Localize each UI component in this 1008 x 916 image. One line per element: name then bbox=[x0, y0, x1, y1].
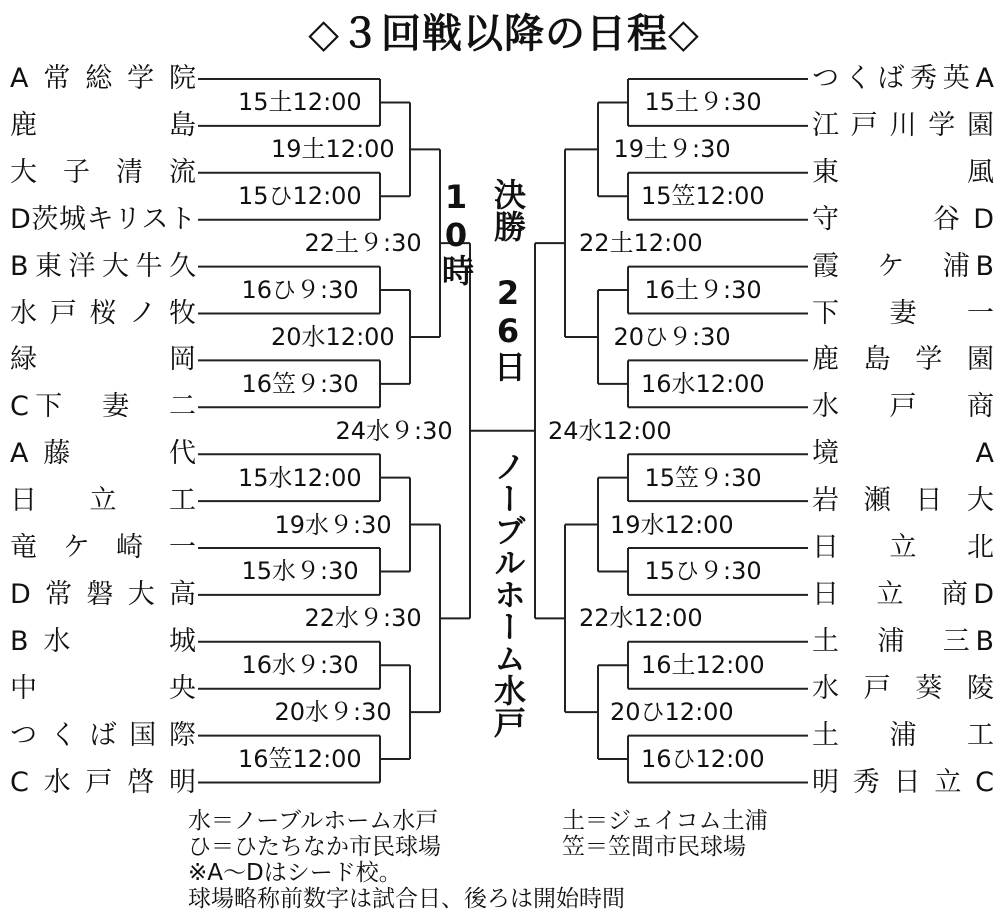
right-team-3: 東 風 bbox=[812, 156, 994, 188]
left-r3-label-1: 15土12:00 bbox=[238, 88, 362, 117]
left-team-3: 大子清流 bbox=[10, 156, 196, 188]
left-r3-label-6: 15水９:30 bbox=[241, 557, 359, 586]
right-r3-label-2: 15笠12:00 bbox=[641, 182, 765, 211]
left-sf-label: 24水９:30 bbox=[335, 416, 453, 445]
left-team-1: A常総学院 bbox=[10, 63, 196, 94]
left-team-10: 日 立 工 bbox=[10, 485, 196, 517]
right-r3-label-6: 15ひ９:30 bbox=[644, 557, 762, 586]
left-team-12: D常磐大高 bbox=[10, 578, 196, 610]
left-team-2: 鹿 島 bbox=[10, 109, 196, 141]
final-label: 決勝 26日10時 bbox=[478, 178, 534, 408]
right-team-12: 日 立 商D bbox=[812, 578, 994, 610]
right-r4-label-3: 19水12:00 bbox=[610, 510, 734, 539]
right-team-1: つくば秀英A bbox=[812, 63, 994, 94]
right-r3-label-5: 15笠９:30 bbox=[644, 463, 762, 492]
left-r4-label-2: 20水12:00 bbox=[271, 322, 395, 351]
left-r3-label-2: 15ひ12:00 bbox=[238, 182, 362, 211]
right-r3-label-3: 16土９:30 bbox=[644, 276, 762, 305]
left-team-16: C水戸啓明 bbox=[10, 766, 196, 798]
right-r4-label-1: 19土９:30 bbox=[613, 135, 731, 164]
right-team-9: 境 A bbox=[812, 438, 994, 470]
right-team-7: 鹿島学園 bbox=[812, 344, 994, 376]
left-team-9: A藤 代 bbox=[10, 438, 196, 470]
left-team-6: 水戸桜ノ牧 bbox=[10, 297, 196, 329]
right-r3-label-7: 16土12:00 bbox=[641, 651, 765, 680]
right-team-10: 岩瀬日大 bbox=[812, 485, 994, 517]
legend-mito: 水＝ノーブルホーム水戸 bbox=[188, 808, 439, 834]
right-r4-label-4: 20ひ12:00 bbox=[610, 698, 734, 727]
left-r3-label-3: 16ひ９:30 bbox=[241, 276, 359, 305]
right-team-5: 霞 ケ 浦B bbox=[812, 250, 994, 282]
right-team-2: 江戸川学園 bbox=[812, 109, 994, 141]
page-title: ◇３回戦以降の日程◇ bbox=[308, 11, 700, 57]
right-team-6: 下 妻 一 bbox=[812, 297, 994, 329]
left-r3-label-4: 16笠９:30 bbox=[241, 369, 359, 398]
left-team-8: C下 妻 二 bbox=[10, 391, 196, 423]
left-team-15: つくば国際 bbox=[10, 719, 196, 751]
left-team-7: 緑 岡 bbox=[10, 344, 196, 376]
left-r3-label-8: 16笠12:00 bbox=[238, 745, 362, 774]
right-team-15: 土 浦 工 bbox=[812, 719, 994, 751]
left-r3-label-7: 16水９:30 bbox=[241, 651, 359, 680]
right-r3-label-8: 16ひ12:00 bbox=[641, 745, 765, 774]
legend-hitachinaka: ひ＝ひたちなか市民球場 bbox=[188, 834, 441, 860]
left-r3-label-5: 15水12:00 bbox=[238, 463, 362, 492]
right-team-16: 明秀日立C bbox=[812, 766, 994, 798]
legend-format-note: 球場略称前数字は試合日、後ろは開始時間 bbox=[188, 886, 625, 912]
right-r3-label-1: 15土９:30 bbox=[644, 88, 762, 117]
left-team-11: 竜ケ崎一 bbox=[10, 532, 196, 563]
left-team-13: B水 城 bbox=[10, 625, 196, 657]
left-team-5: B東洋大牛久 bbox=[10, 250, 196, 282]
right-qf-label-1: 22土12:00 bbox=[579, 229, 703, 258]
right-team-13: 土 浦 三B bbox=[812, 625, 994, 657]
legend-kasama: 笠＝笠間市民球場 bbox=[562, 834, 746, 860]
left-r4-label-1: 19土12:00 bbox=[271, 135, 395, 164]
legend-tsuchiura: 土＝ジェイコム土浦 bbox=[562, 808, 768, 834]
right-sf-label: 24水12:00 bbox=[548, 416, 672, 445]
right-r3-label-4: 16水12:00 bbox=[641, 369, 765, 398]
left-team-14: 中 央 bbox=[10, 672, 196, 704]
left-team-4: D茨城キリスト bbox=[10, 203, 196, 235]
right-team-11: 日 立 北 bbox=[812, 532, 994, 563]
right-qf-label-2: 22水12:00 bbox=[579, 604, 703, 633]
right-team-4: 守 谷D bbox=[812, 203, 994, 235]
right-team-14: 水戸葵陵 bbox=[812, 672, 994, 704]
left-qf-label-2: 22水９:30 bbox=[304, 604, 422, 633]
legend-seed-note: ※A～Dはシード校。 bbox=[188, 860, 402, 886]
right-team-8: 水 戸 商 bbox=[812, 391, 994, 423]
final-venue: ノーブルホーム水戸 bbox=[478, 450, 534, 740]
right-r4-label-2: 20ひ９:30 bbox=[613, 322, 731, 351]
left-r4-label-4: 20水９:30 bbox=[274, 698, 392, 727]
left-qf-label-1: 22土９:30 bbox=[304, 229, 422, 258]
left-r4-label-3: 19水９:30 bbox=[274, 510, 392, 539]
